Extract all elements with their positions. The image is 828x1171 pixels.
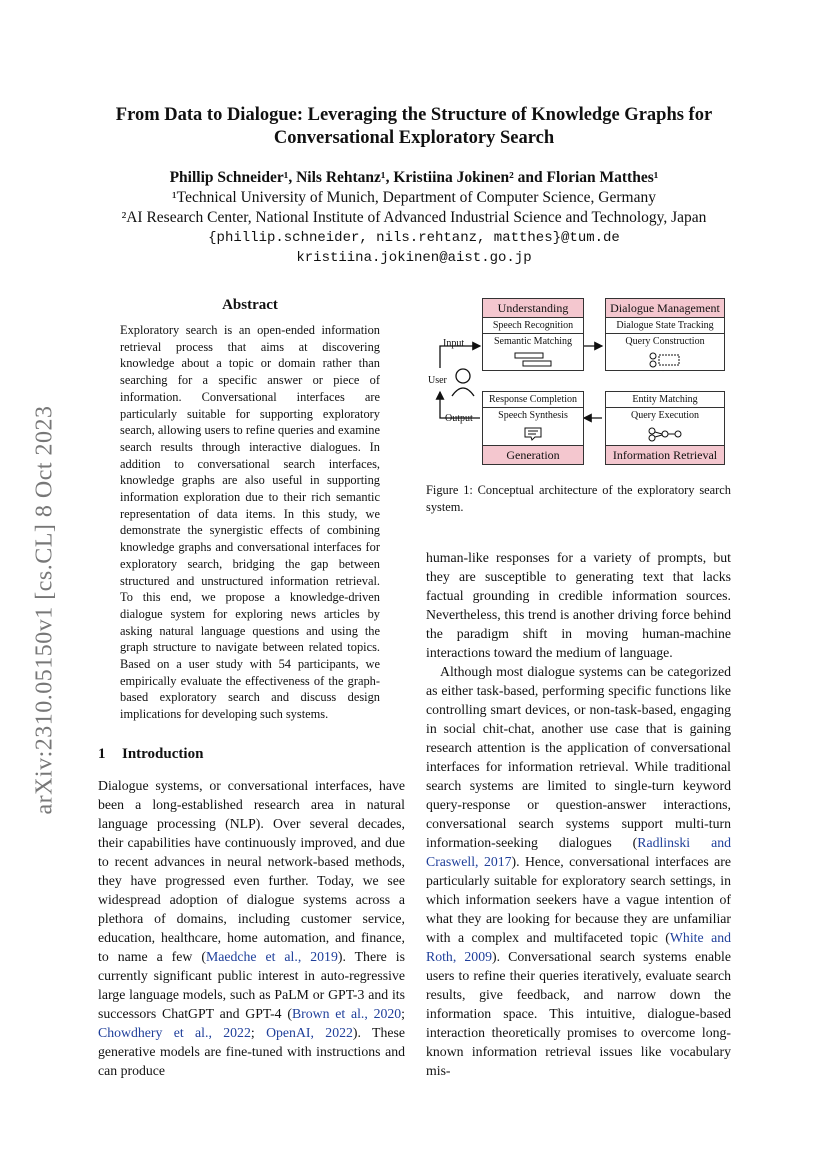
semantic-matching-box: Semantic Matching <box>482 333 584 350</box>
speech-bubble-icon <box>482 423 584 445</box>
dialogue-state-tracking-box: Dialogue State Tracking <box>605 317 725 334</box>
information-retrieval-box: Information Retrieval <box>605 445 725 465</box>
intro-text-f: ). Conversational search systems enable users to refine their queries iteratively, evaluate search results, give feedback, and narrow down the information space. This intuitive, dialogue-based interaction theoretically promises to overcome long-known information retrieval issues like vocabulary mis- <box>426 949 731 1078</box>
input-label: Input <box>443 338 465 349</box>
intro-left-column <box>98 776 405 1080</box>
speech-bubble-icon-svg <box>523 426 543 442</box>
user-icon <box>452 368 474 396</box>
output-label: Output <box>445 413 473 424</box>
speech-synthesis-box: Speech Synthesis <box>482 407 584 424</box>
citation-brown[interactable]: Brown et al., 2020 <box>291 1006 402 1021</box>
citation-radlinski[interactable]: Radlinski and Craswell, 2017 <box>426 835 732 869</box>
generation-box: Generation <box>482 445 584 465</box>
author-names: Phillip Schneider¹, Nils Rehtanz¹, Kristiina Jokinen² and Florian Matthes¹ <box>169 169 659 186</box>
title-line-1: From Data to Dialogue: Leveraging the Structure of Knowledge Graphs for <box>115 105 713 125</box>
abstract-heading: Abstract <box>222 297 278 313</box>
arxiv-watermark <box>10 375 80 845</box>
graph-icon-svg <box>647 426 683 442</box>
paper-title <box>80 104 748 150</box>
tokens-icon <box>482 349 584 371</box>
speech-recognition-box: Speech Recognition <box>482 317 584 334</box>
affiliation-1: ¹Technical University of Munich, Department of Computer Science, Germany <box>172 189 656 206</box>
section-heading-introduction <box>98 746 203 763</box>
response-completion-box: Response Completion <box>482 391 584 408</box>
email-1: {phillip.schneider, nils.rehtanz, matthes}@tum.de <box>208 230 620 246</box>
intro-text-d: Although most dialogue systems can be categorized as either task-based, performing specific functions like controlling smart devices, or non-task-based, engaging in social chit-chat, another use case that is gaining research attention is the application of conversational interfaces for information retrieval. While traditional search systems are limited to single-turn keyword query-response or question-answer interactions, conversational search systems support multi-turn information-seeking dialogues ( <box>426 664 731 850</box>
intro-text-c: ). These generative models are fine-tuned with instructions and can produce <box>98 1025 405 1078</box>
citation-separator: ; <box>250 1025 267 1040</box>
intro-text-b: ). There is currently significant public interest in auto-regressive large language models, such as PaLM or GPT-3 and its successors ChatGPT and GPT-4 ( <box>98 949 405 1021</box>
query-icon-svg <box>649 352 681 368</box>
intro-right-column <box>426 548 731 1080</box>
citation-chowdhery[interactable]: Chowdhery et al., 2022 <box>98 1025 251 1040</box>
intro-text-a: Dialogue systems, or conversational interfaces, have been a long-established research area in natural language processing (NLP). Over several decades, their capabilities have continuously improved, and due to recent advances in neural network-based methods, they have progressed even further. Today, we see widespread adoption of dialogue systems across a plethora of domains, including customer service, education, healthcare, home automation, and finance, to name a few ( <box>98 778 405 964</box>
query-execution-box: Query Execution <box>605 407 725 424</box>
section-number: 1 <box>98 746 106 762</box>
user-label: User <box>428 375 447 386</box>
query-icon <box>605 349 725 371</box>
citation-openai[interactable]: OpenAI, 2022 <box>266 1025 353 1040</box>
arxiv-id: arXiv:2310.05150v1 [cs.CL] 8 Oct 2023 <box>31 405 58 815</box>
abstract-text: Exploratory search is an open-ended information retrieval process that aims at discovering knowledge about a topic or domain rather than searching for a specific answer or piece of information. Conversational interfaces are particularly suitable for supporting exploratory search, allowing users to refine queries and examine search results through interactive dialogues. In addition to conversational search interfaces, knowledge graphs are also useful in supporting information exploration due to their rich semantic representation of data items. In this study, we demonstrate the synergistic effects of combining knowledge graphs and conversational interfaces for exploratory search, bridging the gap between structured and unstructured information retrieval. To this end, we propose a knowledge-driven dialogue system for exploring news articles by asking natural language questions and using the graph structure to navigate between related topics. Based on a user study with 54 participants, we empirically evaluate the effectiveness of the graph-based exploratory search and discuss design implications for developing such systems. <box>120 323 380 722</box>
dialogue-management-box: Dialogue Management <box>605 298 725 318</box>
intro-paragraph <box>426 662 731 1080</box>
section-title: Introduction <box>122 746 204 762</box>
understanding-box: Understanding <box>482 298 584 318</box>
affiliation-2: ²AI Research Center, National Institute of Advanced Industrial Science and Technology, Japan <box>121 209 707 226</box>
title-line-2: Conversational Exploratory Search <box>273 128 555 148</box>
intro-text-e: ). Hence, conversational interfaces are particularly suitable for exploratory search settings, in which information seekers have a vague intention of what they are looking for because they are unfamiliar with a complex and multifaceted topic ( <box>426 854 731 945</box>
architecture-figure <box>426 296 731 466</box>
citation-separator: ; <box>401 1006 406 1021</box>
email-2: kristiina.jokinen@aist.go.jp <box>296 250 532 266</box>
author-block <box>60 168 768 268</box>
graph-icon <box>605 423 725 445</box>
query-construction-box: Query Construction <box>605 333 725 350</box>
figure-caption: Figure 1: Conceptual architecture of the exploratory search system. <box>426 483 731 514</box>
tokens-icon-svg <box>513 352 553 368</box>
citation-white[interactable]: White and Roth, 2009 <box>426 930 731 964</box>
intro-paragraph: human-like responses for a variety of prompts, but they are susceptible to generating text that lacks factual grounding in credible information sources. Nevertheless, this trend is another driving force behind the paradigm shift in moving human-machine interactions toward the medium of language. <box>426 550 731 660</box>
citation-maedche[interactable]: Maedche et al., 2019 <box>205 949 338 964</box>
entity-matching-box: Entity Matching <box>605 391 725 408</box>
